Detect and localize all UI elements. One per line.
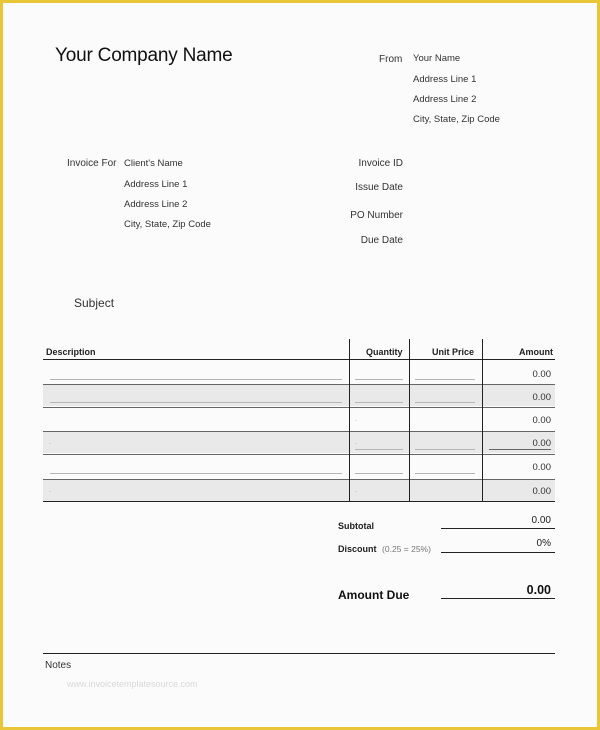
unit-price-input-line (415, 473, 475, 474)
description-input-line (50, 379, 342, 380)
table-bottom-rule (43, 501, 555, 502)
description-input-line (50, 473, 342, 474)
description-header: Description (46, 347, 96, 357)
quantity-header: Quantity (366, 347, 403, 357)
watermark: www.invoicetemplatesource.com (67, 679, 198, 689)
amount-header: Amount (519, 347, 553, 357)
table-row-rule (43, 454, 555, 455)
client-city: City, State, Zip Code (124, 219, 211, 230)
cell-marker: . (49, 487, 51, 494)
table-row-shade (43, 431, 555, 453)
row-amount: 0.00 (532, 486, 551, 497)
unit-price-column-rule (409, 339, 410, 502)
subject-label: Subject (74, 296, 115, 310)
po-number-label: PO Number (350, 210, 403, 221)
from-label: From (379, 54, 403, 65)
table-row-shade (43, 479, 555, 501)
table-row-rule (43, 431, 555, 432)
due-date-label: Due Date (360, 235, 403, 246)
invoice-id-label: Invoice ID (358, 158, 403, 169)
amount-due-value: 0.00 (526, 583, 551, 597)
sender-city: City, State, Zip Code (413, 114, 500, 125)
cell-marker: . (49, 439, 51, 446)
table-row-rule (43, 407, 555, 408)
invoice-page (3, 3, 597, 727)
client-name: Client's Name (124, 158, 183, 169)
sender-address-2: Address Line 2 (413, 94, 477, 105)
subtotal-value: 0.00 (531, 515, 551, 526)
company-name: Your Company Name (55, 45, 233, 66)
table-row-rule (43, 479, 555, 480)
cell-marker: . (355, 487, 357, 494)
row-amount: 0.00 (532, 392, 551, 403)
quantity-input-line (355, 449, 403, 450)
discount-value: 0% (536, 538, 551, 549)
invoice-for-label: Invoice For (67, 158, 117, 169)
cell-marker: . (355, 416, 357, 423)
table-row-rule (43, 384, 555, 385)
amount-due-rule (441, 598, 555, 599)
quantity-input-line (355, 379, 403, 380)
unit-price-input-line (415, 402, 475, 403)
client-address-1: Address Line 1 (124, 179, 188, 190)
row-amount: 0.00 (532, 369, 551, 380)
discount-label-group (338, 544, 431, 554)
description-input-line (50, 402, 342, 403)
quantity-input-line (355, 473, 403, 474)
unit-price-input-line (415, 449, 475, 450)
unit-price-input-line (415, 379, 475, 380)
amount-due-label: Amount Due (338, 588, 410, 602)
subtotal-label: Subtotal (338, 521, 374, 531)
discount-label: Discount (338, 544, 377, 554)
sender-name: Your Name (413, 53, 461, 64)
sender-address-1: Address Line 1 (413, 74, 477, 85)
amount-column-rule (482, 339, 483, 502)
discount-hint: (0.25 = 25%) (382, 544, 431, 554)
row-amount: 0.00 (532, 462, 551, 473)
row-amount: 0.00 (532, 415, 551, 426)
amount-input-line (489, 449, 551, 450)
discount-rule (441, 552, 555, 553)
subtotal-rule (441, 528, 555, 529)
unit-price-header: Unit Price (432, 347, 475, 357)
quantity-column-rule (349, 339, 350, 502)
table-header-rule (43, 359, 555, 360)
row-amount: 0.00 (532, 438, 551, 449)
issue-date-label: Issue Date (355, 182, 403, 193)
cell-marker: . (355, 439, 357, 446)
quantity-input-line (355, 402, 403, 403)
notes-rule (43, 653, 555, 654)
notes-label: Notes (45, 660, 72, 671)
client-address-2: Address Line 2 (124, 199, 188, 210)
